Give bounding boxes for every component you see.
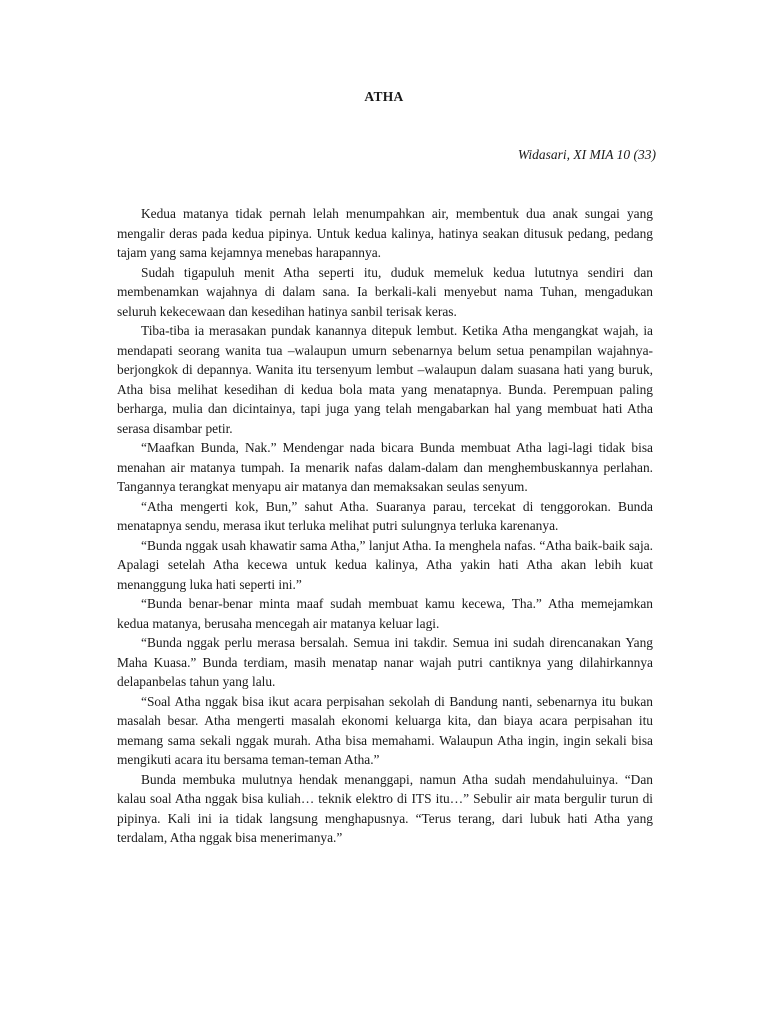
- author-line: Widasari, XI MIA 10 (33): [517, 147, 656, 162]
- paragraph: Bunda membuka mulutnya hendak menanggapi, namun Atha sudah mendahuluinya. “Dan kalau soal Atha nggak bisa kuliah… teknik elektro di ITS itu…” Sebulir air mata bergulir turun di pipinya. Kali ini ia tidak langsung menghapusnya. “Terus terang, dari lubuk hati Atha yang terdalam, Atha nggak bisa menerimanya.”: [117, 771, 653, 845]
- paragraph: “Atha mengerti kok, Bun,” sahut Atha. Suaranya parau, tercekat di tenggorokan. Bunda menatapnya sendu, merasa ikut terluka melihat putri sulungnya terluka karenanya.: [117, 498, 653, 533]
- paragraph: Kedua matanya tidak pernah lelah menumpahkan air, membentuk dua anak sungai yang mengalir deras pada kedua pipinya. Untuk kedua kalinya, hatinya seakan ditusuk pedang, pedang tajam yang sama kejamnya menebas harapannya.: [117, 206, 653, 260]
- paragraph: “Soal Atha nggak bisa ikut acara perpisahan sekolah di Bandung nanti, sebenarnya itu bukan masalah besar. Atha mengerti masalah ekonomi keluarga kita, dan biaya acara perpisahan itu memang sama sekali nggak murah. Atha bisa memahami. Walaupun Atha ingin, ingin sekali bisa mengikuti acara itu bersama teman-teman Atha.”: [117, 693, 653, 767]
- paragraph: “Bunda benar-benar minta maaf sudah membuat kamu kecewa, Tha.” Atha memejamkan kedua matanya, berusaha mencegah air matanya keluar lagi.: [117, 596, 653, 631]
- paragraph: Tiba-tiba ia merasakan pundak kanannya ditepuk lembut. Ketika Atha mengangkat wajah, ia mendapati seorang wanita tua –walaupun umurn sebenarnya belum setua penampilan wajahnya- berjongkok di depannya. Wanita itu tersenyum lembut –walaupun dalam suasana hati yang buruk, Atha bisa melihat kesedihan di kedua bola mata yang menatapnya. Bunda. Perempuan paling berharga, mulia dan dicintainya, tapi juga yang telah mengabarkan hal yang membuat hati Atha serasa disambar petir.: [117, 323, 653, 436]
- paragraph: “Bunda nggak perlu merasa bersalah. Semua ini takdir. Semua ini sudah direncanakan Yang Maha Kuasa.” Bunda terdiam, masih menatap nanar wajah putri cantiknya yang dilahirkannya delapanbelas tahun yang lalu.: [117, 635, 653, 689]
- document-title: ATHA: [364, 89, 404, 104]
- paragraph: “Maafkan Bunda, Nak.” Mendengar nada bicara Bunda membuat Atha lagi-lagi tidak bisa menahan air matanya tumpah. Ia menarik nafas dalam-dalam dan menghembuskannya perlahan. Tangannya terangkat menyapu air matanya dan memaksakan seulas senyum.: [117, 440, 653, 494]
- paragraph: Sudah tigapuluh menit Atha seperti itu, duduk memeluk kedua lututnya sendiri dan membenamkan wajahnya di dalam sana. Ia berkali-kali menyebut nama Tuhan, mengadukan seluruh kekecewaan dan kesedihan hatinya sanbil terisak keras.: [117, 264, 653, 319]
- story-body: [117, 204, 653, 848]
- paragraph: “Bunda nggak usah khawatir sama Atha,” lanjut Atha. Ia menghela nafas. “Atha baik-baik saja. Apalagi setelah Atha kecewa untuk kedua kalinya, Atha yakin hati Atha akan lebih kuat menanggung luka hati seperti ini.”: [117, 537, 653, 592]
